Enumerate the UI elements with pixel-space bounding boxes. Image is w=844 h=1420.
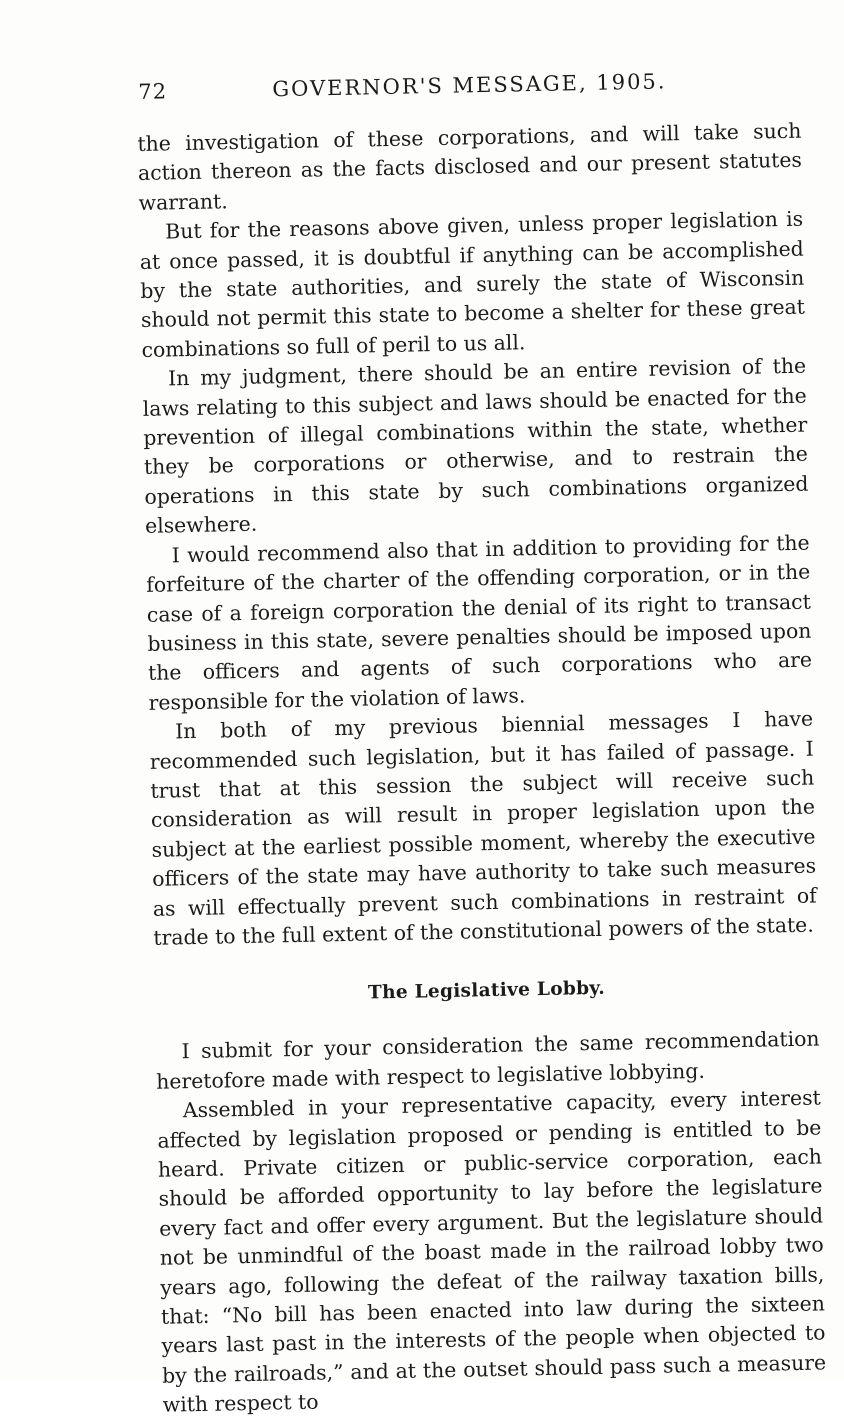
paragraph-penalties: I would recommend also that in addition to providing for the forfeiture of the charter of the offending corporation, or in the case of a foreign corporation the denial of its right to transact business in this state, severe penalties should be imposed upon the officers and agents of such corporations who are responsible for the violation of laws. <box>146 530 813 715</box>
page-number: 72 <box>138 79 168 104</box>
page-content <box>136 59 827 1420</box>
paragraph-lobby-recommendation: I submit for your consideration the same recommendation heretofore made with respect to legislative lobbying. <box>156 1026 820 1094</box>
running-title: GOVERNOR'S MESSAGE, 1905. <box>272 69 667 102</box>
paragraph-reasons: But for the reasons above given, unless proper legislation is at once passed, it is doubtful if anything can be accomplished by the state authorities, and surely the state of Wisconsin should not permit this state to become a shelter for these great combinations so full of peril to us all. <box>139 206 806 362</box>
paragraph-revision: In my judgment, there should be an entire revision of the laws relating to this subject and laws should be enacted for the prevention of illegal combinations within the state, whether they be corporations or otherwise, and to restrain the operations in this state by such combinations organized elsewhere. <box>142 353 809 539</box>
paragraph-continued: the investigation of these corporations, and will take such action thereon as the facts disclosed and our present statutes warrant. <box>137 118 803 215</box>
running-header <box>136 59 801 112</box>
paragraph-representative-capacity: Assembled in your representative capacity, every interest affected by legislation proposed or pending is entitled to be heard. Private citizen or public-service corporation, each should be afforded opportunity to lay before the legislature every fact and offer every argument. But the legislature should not be unmindful of the boast made in the railroad lobby two years ago, following the defeat of the railway taxation bills, that: “No bill has been enacted into law during the sixteen years last past in the interests of the people when objected to by the railroads,” and at the outset should pass such a measure with respect to <box>157 1085 827 1417</box>
section-heading: The Legislative Lobby. <box>367 978 606 1004</box>
paragraph-biennial-messages: In both of my previous biennial messages I have recommended such legislation, but it has failed of passage. I trust that at this session the subject will receive such consideration as will result in proper legislation upon the subject at the earliest possible moment, whereby the executive officers of the state may have authority to take such measures as will effectually prevent such combinations in restraint of trade to the full extent of the constitutional powers of the state. <box>149 706 817 950</box>
